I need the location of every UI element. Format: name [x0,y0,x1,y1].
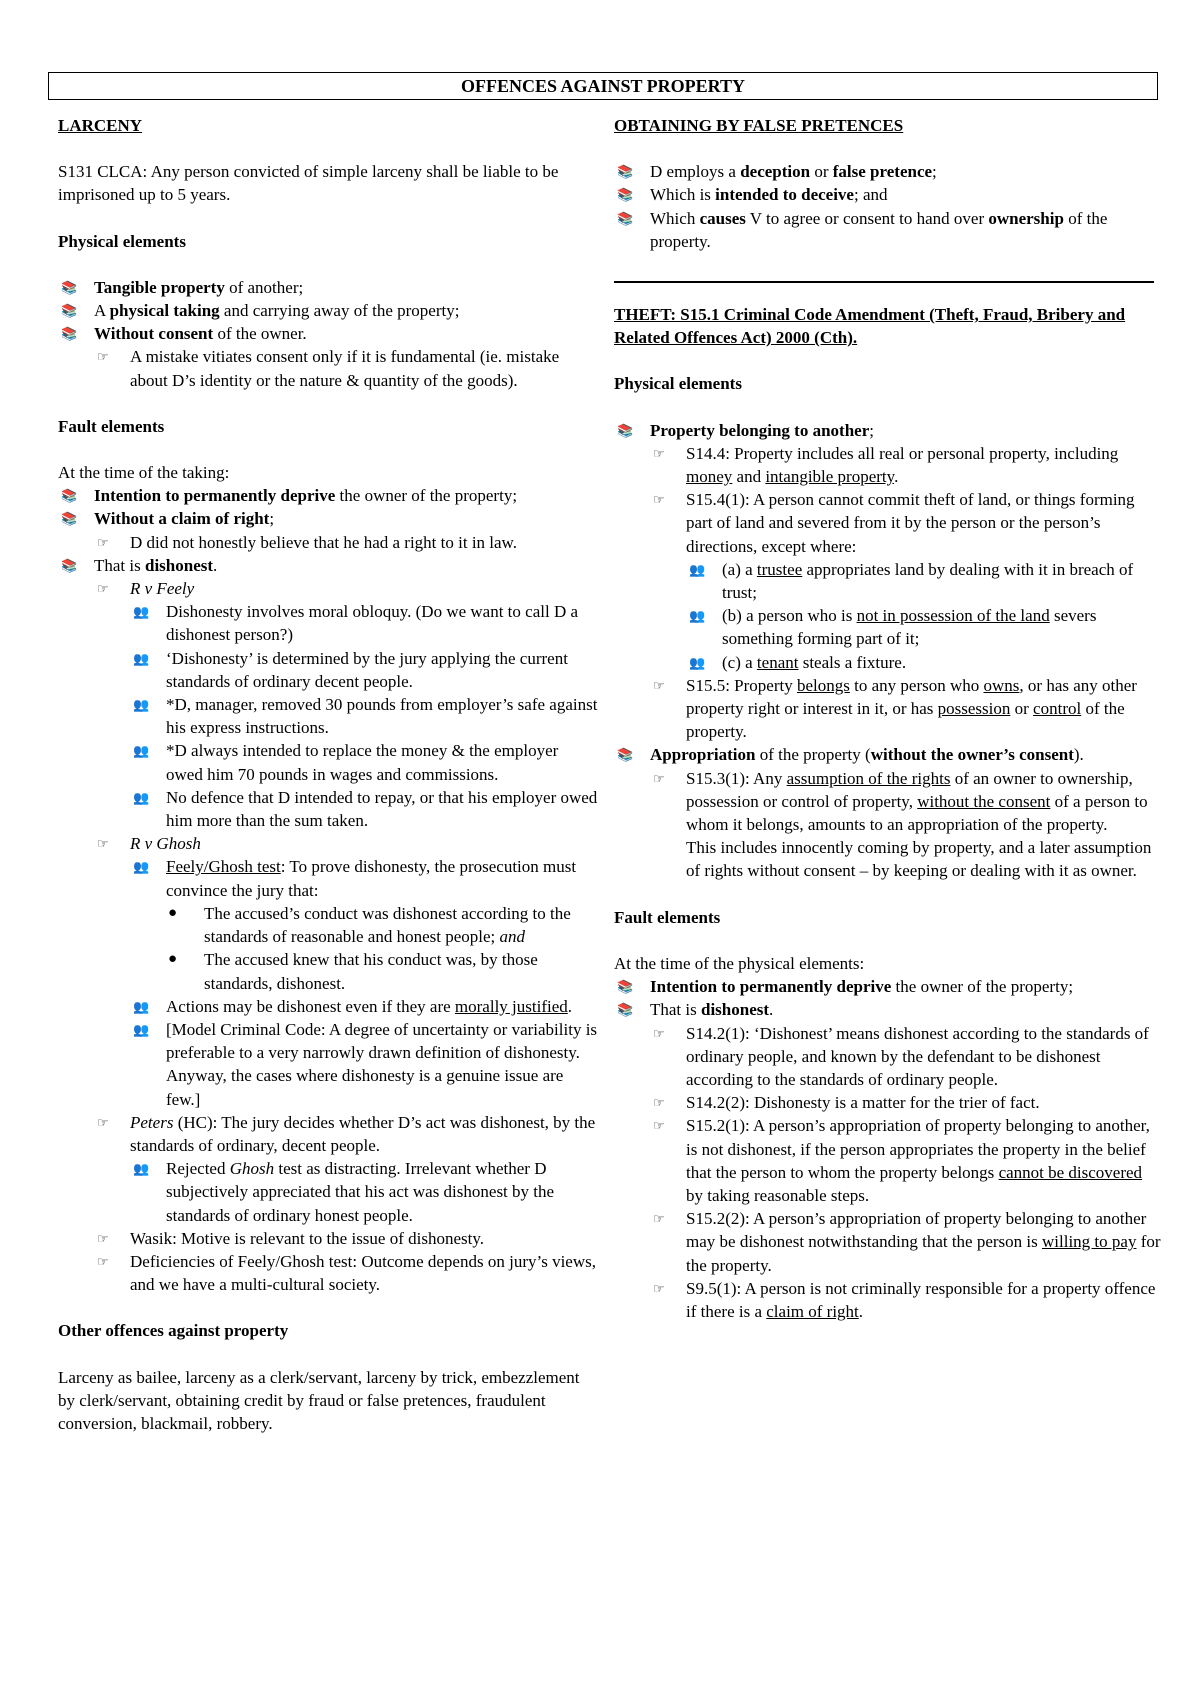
list-item: 📚 Without consent of the owner. [61,324,307,344]
list-item: ☞ S15.3(1): Any assumption of the rights of an owner to ownership, possession or control of property, without the consent of a person to whom it belongs, amounts to an appropriation of the property. This includes innocently coming by property, and a later assumption of rights without consent – by keeping or dealing with it as owner. [653,768,1152,881]
section-divider [614,281,1154,283]
list-item: 📚 That is dishonest. [617,1000,774,1020]
list-item: ● The accused knew that his conduct was, by those standards, dishonest. [168,950,538,993]
list-item: 👥 No defence that D intended to repay, or that his employer owed him more than the sum taken. [133,787,598,831]
group-icon: 👥 [689,608,706,624]
pointing-hand-icon: ☞ [653,1211,665,1227]
list-item: 👥 *D always intended to replace the money & the employer owed him 70 pounds in wages and commissions. [133,741,559,784]
list-item: ☞ S14.2(2): Dishonesty is a matter for the trier of fact. [653,1093,1040,1113]
list-item: 👥 Feely/Ghosh test: To prove dishonesty, the prosecution must convince the jury that: [133,857,577,900]
bullet-icon: ● [168,904,178,921]
pointing-hand-icon: ☞ [653,492,665,508]
false-pretences-list [614,160,1162,253]
list-item: 📚 Intention to permanently deprive the owner of the property; [617,977,1074,997]
pointing-hand-icon: ☞ [653,677,665,693]
list-item: 👥 Actions may be dishonest even if they are morally justified. [133,996,573,1016]
list-item: 👥 Dishonesty involves moral obloquy. (Do we want to call D a dishonest person?) [133,602,579,645]
list-item: ● The accused’s conduct was dishonest according to the standards of reasonable and honest people; and [168,903,571,947]
list-item: 📚 Which causes V to agree or consent to hand over ownership of the property. [617,208,1108,251]
larceny-fault-heading: Fault elements [58,416,165,436]
list-item: 👥 [Model Criminal Code: A degree of uncertainty or variability is preferable to a very narrowly drawn definition of dishonesty. Anyway, the cases where dishonesty is a genuine issue are few.] [133,1019,598,1109]
book-icon: 📚 [617,747,634,763]
pointing-hand-icon: ☞ [653,770,665,786]
pointing-hand-icon: ☞ [97,1253,109,1269]
pointing-hand-icon: ☞ [97,581,109,597]
theft-physical-list [614,419,1162,883]
list-item: ☞ S9.5(1): A person is not criminally responsible for a property offence if there is a claim of right. [653,1278,1156,1321]
list-item: 👥 ‘Dishonesty’ is determined by the jury applying the current standards of ordinary decent people. [133,648,568,691]
book-icon: 📚 [617,979,634,995]
bullet-icon: ● [168,951,178,968]
list-item: 📚 D employs a deception or false pretence; [617,162,937,182]
group-icon: 👥 [133,1161,150,1177]
list-item: ☞ Peters (HC): The jury decides whether D’s act was dishonest, by the standards of ordinary, decent people. [97,1112,596,1155]
list-item: 📚 Which is intended to deceive; and [617,185,888,205]
pointing-hand-icon: ☞ [97,836,109,852]
theft-fault-heading: Fault elements [614,907,721,927]
larceny-at-time: At the time of the taking: [58,463,230,483]
list-item: 📚 A physical taking and carrying away of the property; [61,301,460,321]
book-icon: 📚 [617,1002,634,1018]
list-item: ☞ S15.2(1): A person’s appropriation of property belonging to another, is not dishonest, if the person appropriates the property in the belief that the person to whom the property belongs cannot be discovered by taking reasonable steps. [653,1116,1150,1205]
group-icon: 👥 [133,789,150,805]
book-icon: 📚 [61,557,78,573]
theft-heading: THEFT: S15.1 Criminal Code Amendment (Theft, Fraud, Bribery and Related Offences Act) 2000 (Cth). [614,305,1126,348]
list-item: ☞ A mistake vitiates consent only if it is fundamental (ie. mistake about D’s identity or the nature & quantity of the goods). [97,347,560,390]
book-icon: 📚 [61,326,78,342]
pointing-hand-icon: ☞ [97,1230,109,1246]
list-item: ☞ Deficiencies of Feely/Ghosh test: Outcome depends on jury’s views, and we have a multi-cultural society. [97,1251,596,1295]
book-icon: 📚 [617,164,634,180]
larceny-physical-heading: Physical elements [58,231,186,251]
list-item: 📚 That is dishonest. [61,555,218,575]
group-icon: 👥 [133,743,150,759]
left-column [58,114,598,1435]
larceny-fault-list [58,484,598,1296]
pointing-hand-icon: ☞ [97,534,109,550]
list-item: 📚 Tangible property of another; [61,277,304,297]
pointing-hand-icon: ☞ [97,1114,109,1130]
list-item: ☞ R v Ghosh [97,834,201,854]
list-item: 📚 Appropriation of the property (without the owner’s consent). [617,745,1084,765]
book-icon: 📚 [617,187,634,203]
right-column [614,114,1162,1323]
list-item: 👥 (c) a tenant steals a fixture. [689,652,907,672]
larceny-statute: S131 CLCA: Any person convicted of simple larceny shall be liable to be imprisoned up to 5 years. [58,162,559,205]
pointing-hand-icon: ☞ [653,1025,665,1041]
list-item: ☞ Wasik: Motive is relevant to the issue of dishonesty. [97,1228,485,1248]
group-icon: 👥 [689,654,706,670]
pointing-hand-icon: ☞ [653,1280,665,1296]
book-icon: 📚 [61,279,78,295]
group-icon: 👥 [133,697,150,713]
other-offences-heading: Other offences against property [58,1321,289,1341]
theft-at-time: At the time of the physical elements: [614,953,865,973]
group-icon: 👥 [133,604,150,620]
pointing-hand-icon: ☞ [653,1095,665,1111]
list-item: ☞ S15.2(2): A person’s appropriation of property belonging to another may be dishonest notwithstanding that the person is willing to pay for the property. [653,1209,1161,1275]
group-icon: 👥 [133,859,150,875]
book-icon: 📚 [61,303,78,319]
list-item: ☞ S15.5: Property belongs to any person who owns, or has any other property right or interest in it, or has possession or control of the property. [653,675,1137,742]
list-item: 📚 Intention to permanently deprive the owner of the property; [61,486,518,506]
book-icon: 📚 [61,488,78,504]
list-item: 📚 Without a claim of right; [61,509,275,529]
list-item: ☞ S15.4(1): A person cannot commit theft of land, or things forming part of land and severed from it by the person or the person’s directions, except where: [653,490,1135,556]
theft-fault-list [614,975,1162,1323]
larceny-heading: LARCENY [58,116,143,135]
book-icon: 📚 [617,210,634,226]
list-item: 👥 *D, manager, removed 30 pounds from employer’s safe against his express instructions. [133,695,598,738]
book-icon: 📚 [617,422,634,438]
theft-physical-heading: Physical elements [614,374,742,394]
list-item: 👥 (b) a person who is not in possession of the land severs something forming part of it; [689,606,1097,649]
list-item: ☞ D did not honestly believe that he had a right to it in law. [97,532,517,552]
list-item: 👥 (a) a trustee appropriates land by dealing with it in breach of trust; [689,559,1134,603]
pointing-hand-icon: ☞ [653,445,665,461]
false-pretences-heading: OBTAINING BY FALSE PRETENCES [614,116,904,135]
list-item: 📚 Property belonging to another; [617,420,874,440]
group-icon: 👥 [133,998,150,1014]
other-offences-text: Larceny as bailee, larceny as a clerk/servant, larceny by trick, embezzlement by clerk/servant, obtaining credit by fraud or false pretences, fraudulent conversion, blackmail, robbery. [58,1367,580,1433]
group-icon: 👥 [133,1021,150,1037]
pointing-hand-icon: ☞ [653,1118,665,1134]
group-icon: 👥 [133,650,150,666]
list-item: ☞ S14.4: Property includes all real or personal property, including money and intangible property. [653,443,1119,487]
group-icon: 👥 [689,561,706,577]
larceny-physical-list [58,276,598,392]
list-item: ☞ R v Feely [97,579,195,599]
list-item: 👥 Rejected Ghosh test as distracting. Irrelevant whether D subjectively appreciated that his act was dishonest by the standards of ordinary honest people. [133,1159,555,1225]
list-item: ☞ S14.2(1): ‘Dishonest’ means dishonest according to the standards of ordinary people, and known by the defendant to be dishonest according to the standards of ordinary people. [653,1023,1149,1089]
pointing-hand-icon: ☞ [97,349,109,365]
page-title: OFFENCES AGAINST PROPERTY [48,72,1158,100]
book-icon: 📚 [61,511,78,527]
